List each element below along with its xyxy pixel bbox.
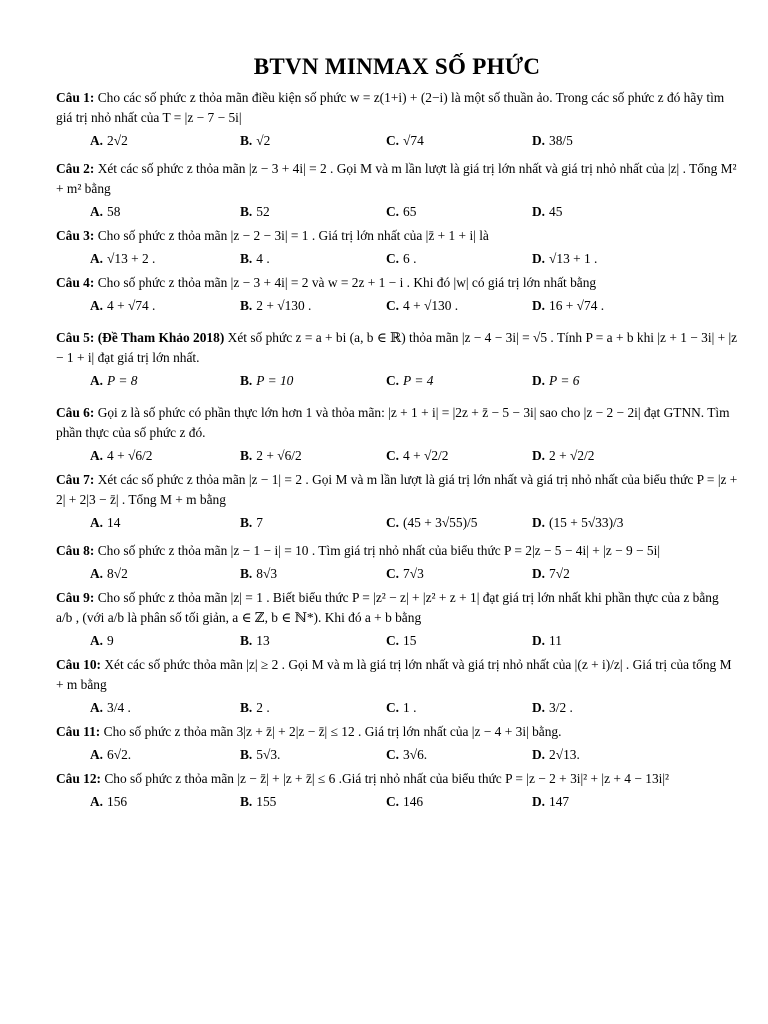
question-text: Cho các số phức z thỏa mãn điều kiện số phức w = z(1+i) + (2−i) là một số thuần ảo. Trong các số phức z đó hãy tìm giá trị nhỏ nhất của T = |z − 7 − 5i| — [56, 90, 725, 125]
option-d: D. (15 + 5√33)/3 — [532, 515, 624, 530]
option-c: C. P = 4 — [386, 373, 434, 388]
option-c: C. 6 . — [386, 251, 417, 266]
options-3 — [56, 249, 738, 269]
question-label: Câu 7: — [56, 472, 95, 487]
question-4 — [56, 273, 738, 293]
option-a: A. 6√2. — [90, 747, 132, 762]
question-label: Câu 4: — [56, 275, 95, 290]
options-12 — [56, 792, 738, 812]
question-source: (Đề Tham Khảo 2018) — [97, 330, 225, 345]
option-c: C. 15 — [386, 633, 417, 648]
option-b: B. 5√3. — [240, 747, 281, 762]
options-5 — [56, 371, 738, 391]
options-7 — [56, 513, 738, 533]
option-d: D. 147 — [532, 794, 570, 809]
option-b: B. 155 — [240, 794, 277, 809]
options-6 — [56, 446, 738, 466]
option-c: C. 4 + √2/2 — [386, 448, 449, 463]
question-text: Xét các số phức z thỏa mãn |z − 1| = 2 . Gọi M và m lần lượt là giá trị lớn nhất và giá trị nhỏ nhất của biểu thức P = |z + 2| + 2|3 − z̄| . Tổng M + m bằng — [56, 472, 738, 507]
question-label: Câu 6: — [56, 405, 95, 420]
question-1 — [56, 88, 738, 128]
option-a: A. 4 + √74 . — [90, 298, 156, 313]
option-a: A. 2√2 — [90, 133, 128, 148]
question-12 — [56, 769, 738, 789]
question-text: Cho số phức z thỏa mãn |z| = 1 . Biết biểu thức P = |z² − z| + |z² + z + 1| đạt giá trị lớn nhất khi phần thực của z bằng a/b , (với a/b là phân số tối giản, a ∈ ℤ, b ∈ ℕ*). Khi đó a + b bằng — [56, 590, 719, 625]
question-label: Câu 9: — [56, 590, 95, 605]
options-8 — [56, 564, 738, 584]
question-label: Câu 8: — [56, 543, 95, 558]
question-label: Câu 3: — [56, 228, 95, 243]
option-b: B. 13 — [240, 633, 270, 648]
question-text: Cho số phức z thỏa mãn |z − 3 + 4i| = 2 và w = 2z + 1 − i . Khi đó |w| có giá trị lớn nhất bằng — [97, 275, 597, 290]
question-text: Cho số phức z thỏa mãn |z − z̄| + |z + z̄| ≤ 6 .Giá trị nhỏ nhất của biểu thức P = |z − 2 + 3i|² + |z + 4 − 13i|² — [104, 771, 670, 786]
option-d: D. 3/2 . — [532, 700, 573, 715]
question-label: Câu 1: — [56, 90, 95, 105]
option-a: A. 9 — [90, 633, 114, 648]
question-label: Câu 12: — [56, 771, 102, 786]
option-b: B. 2 + √6/2 — [240, 448, 302, 463]
question-label: Câu 5: — [56, 330, 95, 345]
option-b: B. 7 — [240, 515, 263, 530]
question-3 — [56, 226, 738, 246]
option-c: C. 7√3 — [386, 566, 424, 581]
question-9 — [56, 588, 738, 628]
option-c: C. 4 + √130 . — [386, 298, 459, 313]
option-c: C. 146 — [386, 794, 424, 809]
question-text: Cho số phức z thỏa mãn |z − 2 − 3i| = 1 . Giá trị lớn nhất của |z̄ + 1 + i| là — [97, 228, 489, 243]
options-1 — [56, 131, 738, 151]
question-label: Câu 2: — [56, 161, 95, 176]
options-2 — [56, 202, 738, 222]
option-b: B. 4 . — [240, 251, 270, 266]
option-d: D. 7√2 — [532, 566, 570, 581]
option-b: B. √2 — [240, 133, 271, 148]
option-a: A. 4 + √6/2 — [90, 448, 153, 463]
option-d: D. 45 — [532, 204, 563, 219]
option-c: C. √74 — [386, 133, 424, 148]
question-label: Câu 11: — [56, 724, 101, 739]
question-text: Xét số phức z = a + bi (a, b ∈ ℝ) thỏa mãn |z − 4 − 3i| = √5 . Tính P = a + b khi |z + 1 − 3i| + |z − 1 + i| đạt giá trị lớn nhất. — [56, 330, 738, 365]
question-5 — [56, 328, 738, 368]
question-8 — [56, 541, 738, 561]
option-b: B. 2 . — [240, 700, 270, 715]
option-d: D. √13 + 1 . — [532, 251, 598, 266]
option-a: A. 58 — [90, 204, 121, 219]
option-b: B. 2 + √130 . — [240, 298, 312, 313]
option-a: A. 14 — [90, 515, 121, 530]
question-10 — [56, 655, 738, 695]
option-c: C. (45 + 3√55)/5 — [386, 515, 478, 530]
question-label: Câu 10: — [56, 657, 102, 672]
option-c: C. 3√6. — [386, 747, 428, 762]
question-11 — [56, 722, 738, 742]
option-a: A. P = 8 — [90, 373, 138, 388]
options-11 — [56, 745, 738, 765]
question-text: Xét các số phức thỏa mãn |z| ≥ 2 . Gọi M và m là giá trị lớn nhất và giá trị nhỏ nhất của |(z + i)/z| . Giá trị của tổng M + m bằng — [56, 657, 732, 692]
options-10 — [56, 698, 738, 718]
option-d: D. 2√13. — [532, 747, 580, 762]
question-6 — [56, 403, 738, 443]
option-a: A. 8√2 — [90, 566, 128, 581]
option-c: C. 65 — [386, 204, 417, 219]
question-text: Cho số phức z thỏa mãn 3|z + z̄| + 2|z − z̄| ≤ 12 . Giá trị lớn nhất của |z − 4 + 3i| bằng. — [103, 724, 562, 739]
option-d: D. 11 — [532, 633, 562, 648]
option-c: C. 1 . — [386, 700, 417, 715]
option-b: B. P = 10 — [240, 373, 294, 388]
question-text: Gọi z là số phức có phần thực lớn hơn 1 và thỏa mãn: |z + 1 + i| = |2z + z̄ − 5 − 3i| sao cho |z − 2 − 2i| đạt GTNN. Tìm phần thực của số phức z đó. — [56, 405, 730, 440]
option-a: A. 3/4 . — [90, 700, 131, 715]
option-d: D. 38/5 — [532, 133, 573, 148]
question-text: Xét các số phức z thỏa mãn |z − 3 + 4i| = 2 . Gọi M và m lần lượt là giá trị lớn nhất và giá trị nhỏ nhất của |z| . Tổng M² + m² bằng — [56, 161, 737, 196]
options-4 — [56, 296, 738, 316]
question-7 — [56, 470, 738, 510]
option-a: A. √13 + 2 . — [90, 251, 156, 266]
option-d: D. 2 + √2/2 — [532, 448, 595, 463]
options-9 — [56, 631, 738, 651]
option-d: D. P = 6 — [532, 373, 580, 388]
option-b: B. 8√3 — [240, 566, 278, 581]
page-title: BTVN MINMAX SỐ PHỨC — [253, 54, 541, 79]
question-text: Cho số phức z thỏa mãn |z − 1 − i| = 10 . Tìm giá trị nhỏ nhất của biểu thức P = 2|z − 5 − 4i| + |z − 9 − 5i| — [97, 543, 661, 558]
option-d: D. 16 + √74 . — [532, 298, 605, 313]
option-b: B. 52 — [240, 204, 270, 219]
question-2 — [56, 159, 738, 199]
option-a: A. 156 — [90, 794, 128, 809]
